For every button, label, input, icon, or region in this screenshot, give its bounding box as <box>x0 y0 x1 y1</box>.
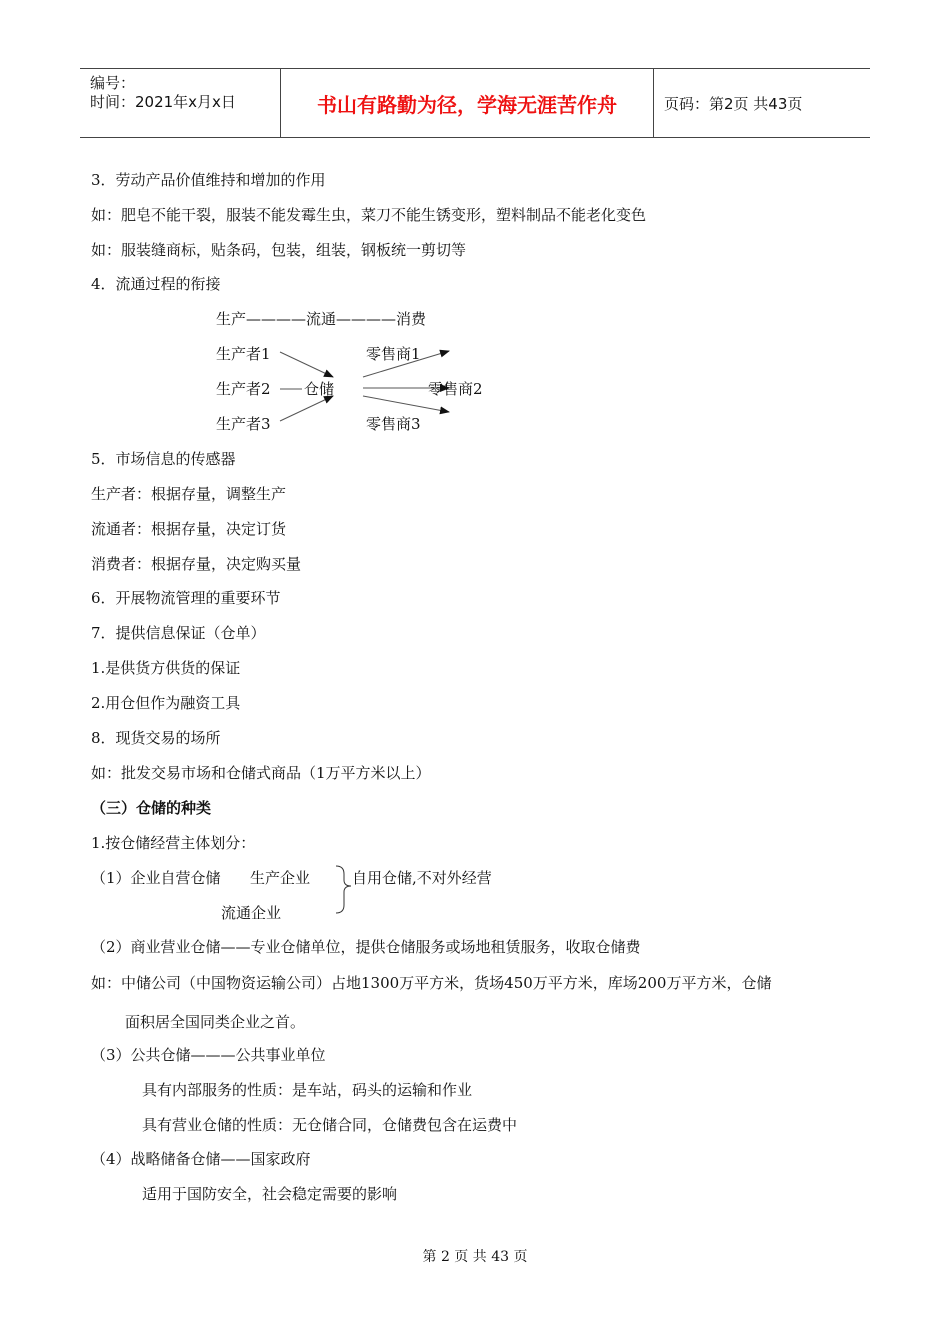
text-line: （3）公共仓储———公共事业单位 <box>91 1046 326 1064</box>
text-line: 面积居全国同类企业之首。 <box>125 1013 306 1031</box>
text-line: 自用仓储,不对外经营 <box>352 869 492 887</box>
text-line: 1.按仓储经营主体划分： <box>91 834 256 852</box>
text-line: 流通者：根据存量，决定订货 <box>91 520 287 538</box>
header-page-label: 页码：第2页 共43页 <box>664 94 803 113</box>
diagram-producer-3: 生产者3 <box>216 415 271 433</box>
diagram-retailer-1: 零售商1 <box>366 345 421 363</box>
diagram-producer-2: 生产者2 <box>216 380 271 398</box>
diagram-retailer-3: 零售商3 <box>366 415 421 433</box>
arrow-hub-to-r1 <box>363 351 449 377</box>
diagram-producer-1: 生产者1 <box>216 345 271 363</box>
header-number-label: 编号： <box>90 74 136 92</box>
arrow-hub-to-r3 <box>363 396 449 412</box>
text-line: （4）战略储备仓储——国家政府 <box>91 1150 311 1168</box>
text-line: 如：服装缝商标，贴条码，包装，组装，钢板统一剪切等 <box>91 241 467 259</box>
diagram-flow-label: 生产————流通————消费 <box>216 310 427 328</box>
arrow-p1-to-hub <box>280 352 333 377</box>
section-5-heading: 5．市场信息的传感器 <box>91 450 236 468</box>
brace-bracket <box>336 866 351 913</box>
header-motto: 书山有路勤为径，学海无涯苦作舟 <box>281 69 654 137</box>
section-8-heading: 8．现货交易的场所 <box>91 729 221 747</box>
arrow-p3-to-hub <box>280 396 333 421</box>
text-line: 流通企业 <box>221 904 282 922</box>
section-4-heading: 4．流通过程的衔接 <box>91 275 221 293</box>
text-line: 2.用仓但作为融资工具 <box>91 694 241 712</box>
text-line: 消费者：根据存量，决定购买量 <box>91 555 302 573</box>
diagram-retailer-2: 零售商2 <box>428 380 483 398</box>
subsection-heading: （三）仓储的种类 <box>91 799 212 817</box>
text-line: 具有营业仓储的性质：无仓储合同，仓储费包含在运费中 <box>142 1116 518 1134</box>
section-7-heading: 7．提供信息保证（仓单） <box>91 624 266 642</box>
section-6-heading: 6．开展物流管理的重要环节 <box>91 589 281 607</box>
section-3-heading: 3．劳动产品价值维持和增加的作用 <box>91 171 326 189</box>
page-footer: 第 2 页 共 43 页 <box>422 1249 528 1265</box>
header-date-label: 时间：2021年x月x日 <box>90 93 236 111</box>
diagram-hub: 仓储 <box>304 380 335 398</box>
text-line: （1）企业自营仓储 <box>91 869 221 887</box>
text-line: 如：中储公司（中国物资运输公司）占地1300万平方米，货场450万平方米，库场200万平方米，仓储 <box>91 974 772 992</box>
text-line: （2）商业营业仓储——专业仓储单位，提供仓储服务或场地租赁服务，收取仓储费 <box>91 938 641 956</box>
text-line: 生产者：根据存量，调整生产 <box>91 485 287 503</box>
text-line: 如：批发交易市场和仓储式商品（1万平方米以上） <box>91 764 431 782</box>
text-line: 如：肥皂不能干裂，服装不能发霉生虫，菜刀不能生锈变形，塑料制品不能老化变色 <box>91 206 647 224</box>
text-line: 1.是供货方供货的保证 <box>91 659 241 677</box>
text-line: 生产企业 <box>250 869 311 887</box>
text-line: 适用于国防安全，社会稳定需要的影响 <box>142 1185 398 1203</box>
text-line: 具有内部服务的性质：是车站，码头的运输和作业 <box>142 1081 473 1099</box>
